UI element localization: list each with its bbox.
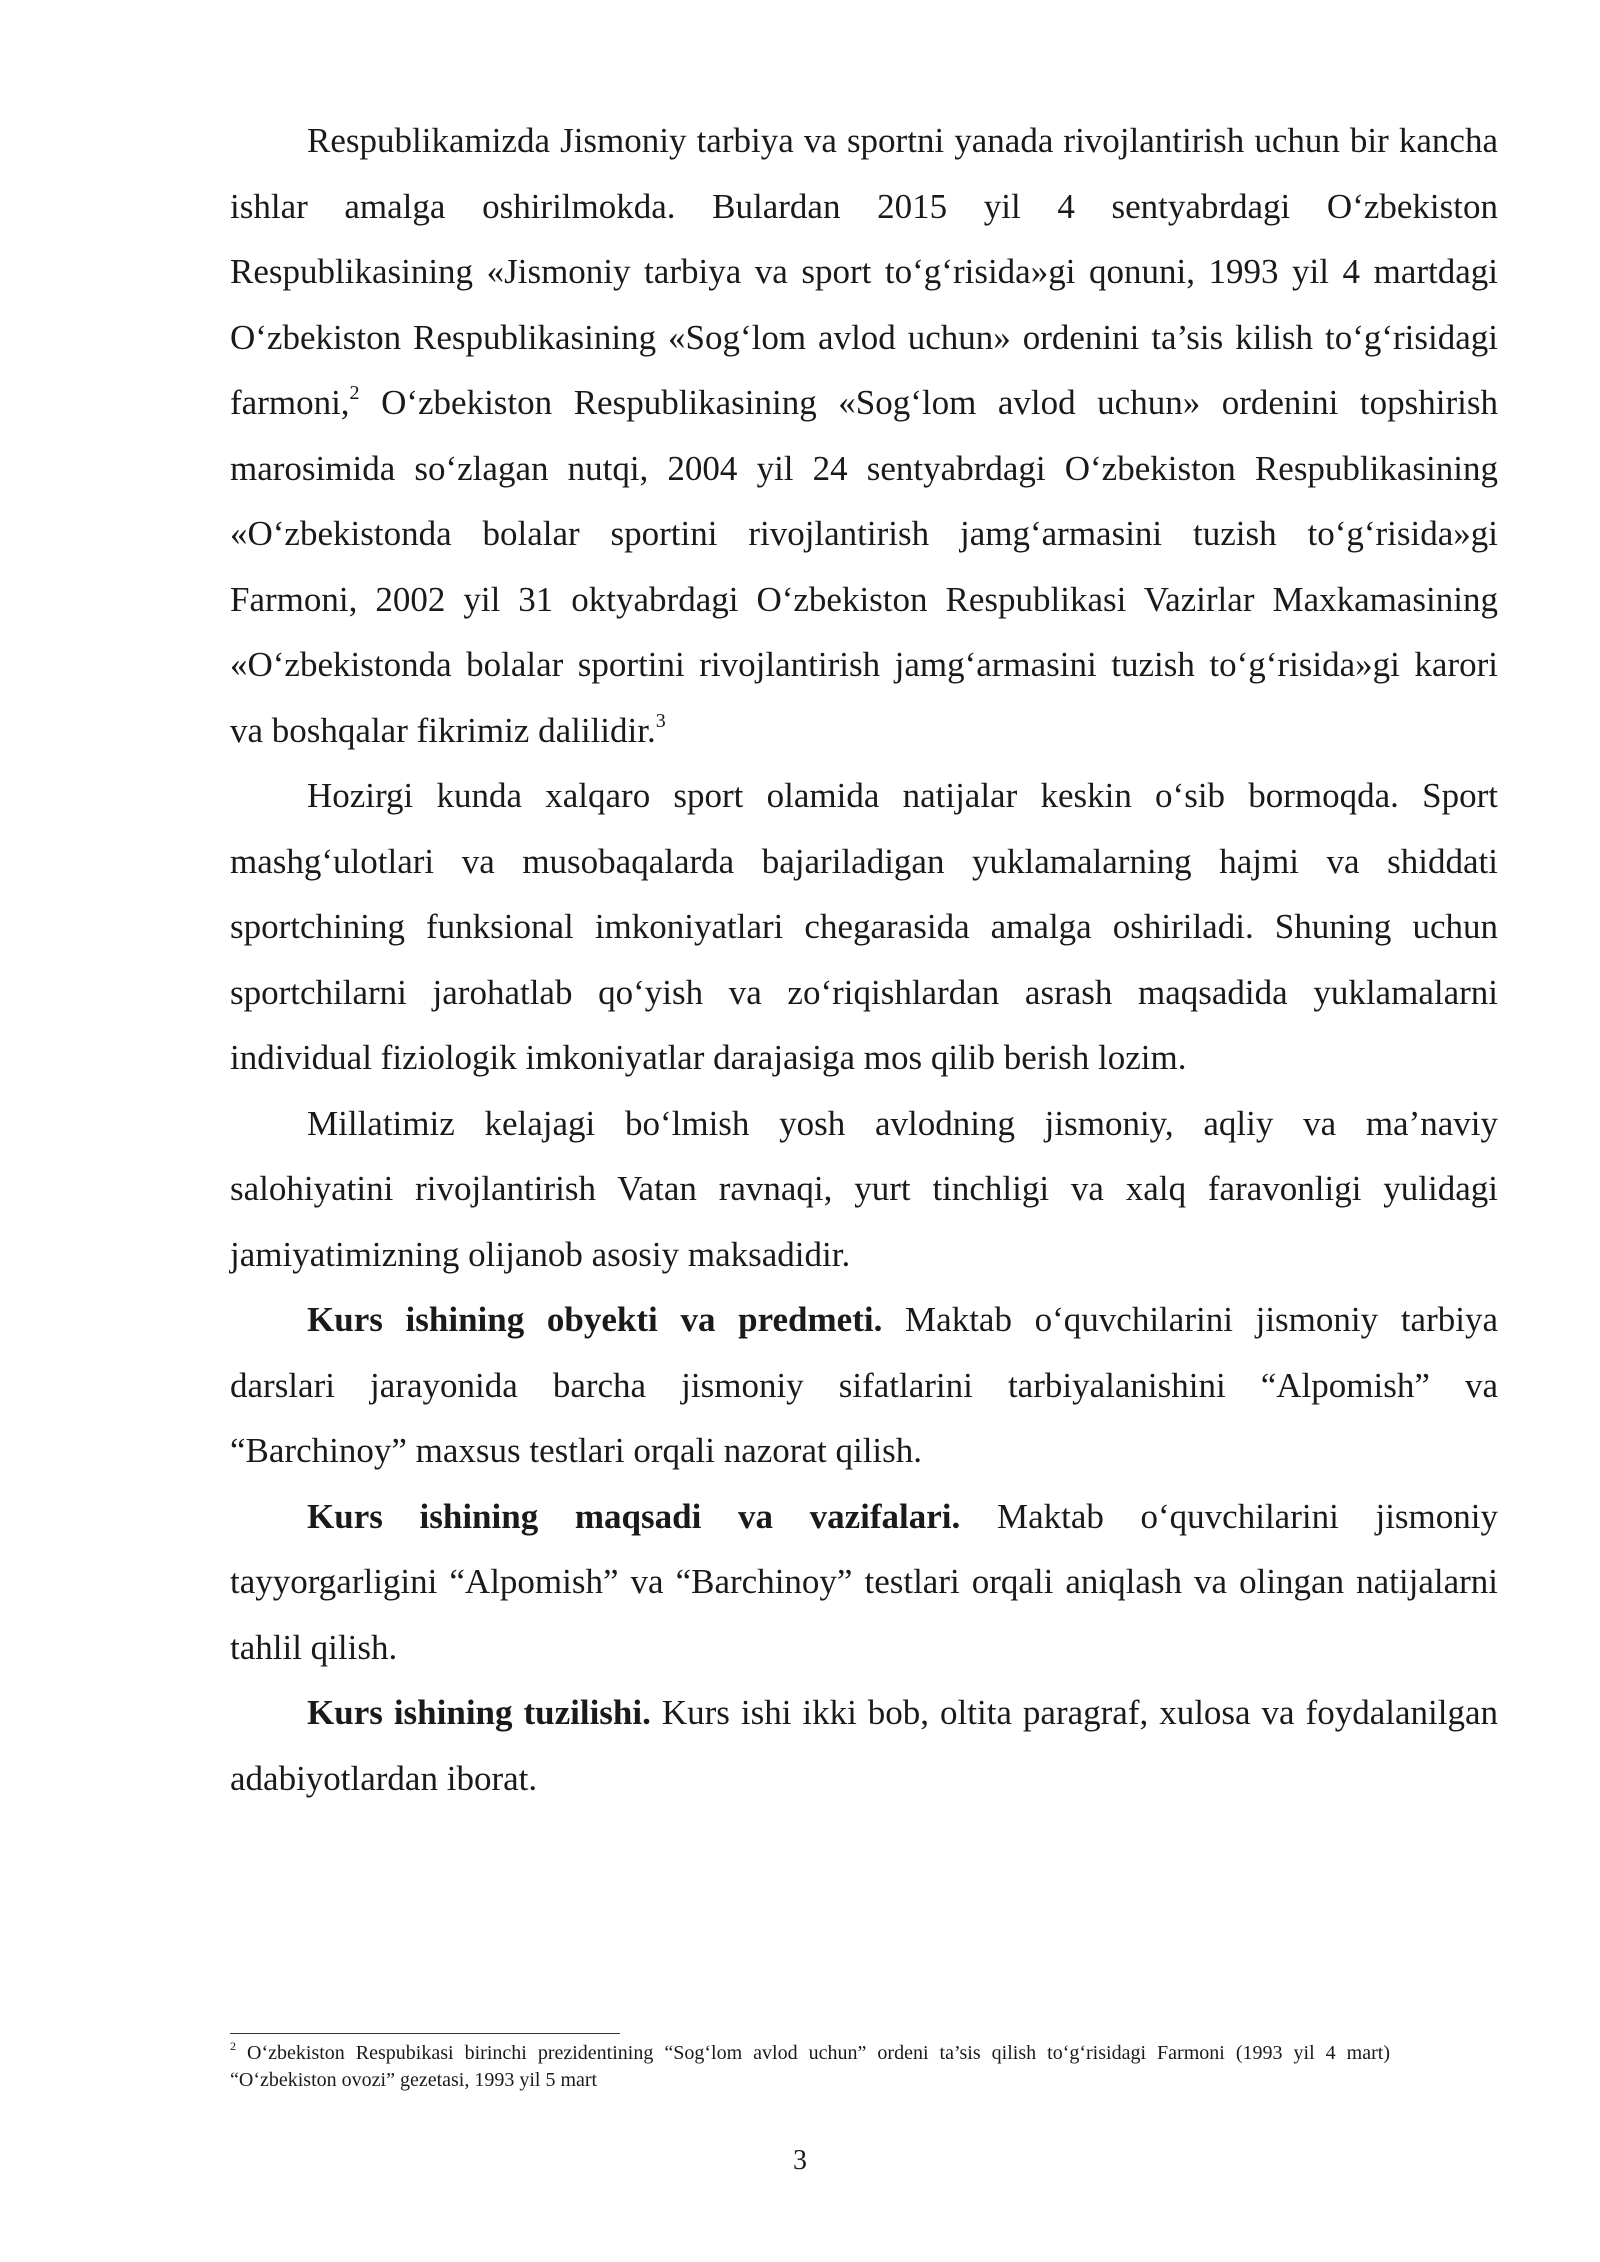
footnote-reference-3: 3 xyxy=(655,709,666,732)
footnote xyxy=(230,2040,1390,2094)
section-heading-goals: Kurs ishining maqsadi va vazifalari. xyxy=(307,1496,961,1536)
footnote-separator xyxy=(230,2033,620,2034)
paragraph-text: Maktab o‘quvchilarini jismoniy tarbiya darslari jarayonida barcha jismoniy sifatlarini tarbiyalanishini “Alpomish” va “Barchinoy” maxsus testlari orqali nazorat qilish. xyxy=(230,1300,1498,1470)
section-heading-object: Kurs ishining obyekti va predmeti. xyxy=(307,1300,883,1339)
paragraph-text: O‘zbekiston Respublikasining «Sog‘lom avlod uchun» ordenini topshirish marosimida so‘zlagan nutqi, 2004 yil 24 sentyabrdagi O‘zbekiston Respublikasining «O‘zbekistonda bolalar sportini rivojlantirish jamg‘armasini tuzish to‘g‘risida»gi Farmoni, 2002 yil 31 oktyabrdagi O‘zbekiston Respublikasi Vazirlar Maxkamasining «O‘zbekistonda bolalar sportini rivojlantirish jamg‘armasini tuzish to‘g‘risida»gi karori va boshqalar fikrimiz dalilidir. xyxy=(230,383,1498,750)
paragraph-structure xyxy=(230,1680,1498,1811)
footnote-reference-2: 2 xyxy=(349,382,360,405)
paragraph-text: Respublikamizda Jismoniy tarbiya va sportni yanada rivojlantirish uchun bir kancha ishlar amalga oshirilmokda. Bulardan 2015 yil 4 sentyabrdagi O‘zbekiston Respublikasining «Jismoniy tarbiya va sport to‘g‘risida»gi qonuni, 1993 yil 4 martdagi O‘zbekiston Respublikasining «Sog‘lom avlod uchun» ordenini ta’sis kilish to‘g‘risidagi farmoni, xyxy=(230,121,1498,422)
paragraph-youth-potential: Millatimiz kelajagi bo‘lmish yosh avlodning jismoniy, aqliy va ma’naviy salohiyatini rivojlantirish Vatan ravnaqi, yurt tinchligi va xalq faravonligi yulidagi jamiyatimizning olijanob asosiy maksadidir. xyxy=(230,1103,1498,1274)
section-heading-structure: Kurs ishining tuzilishi. xyxy=(307,1693,651,1732)
paragraph-text: Kurs ishi ikki bob, oltita paragraf, xulosa va foydalanilgan adabiyotlardan iborat. xyxy=(230,1693,1498,1798)
main-text xyxy=(230,108,1498,1811)
footnote-marker: 2 xyxy=(230,2039,236,2054)
paragraph-text: Maktab o‘quvchilarini jismoniy tayyorgarligini “Alpomish” va “Barchinoy” testlari orqali aniqlash va olingan natijalarni tahlil qilish. xyxy=(230,1496,1498,1667)
paragraph-goals-tasks xyxy=(230,1484,1498,1681)
paragraph-legislation xyxy=(230,108,1498,763)
paragraph-object-subject xyxy=(230,1287,1498,1484)
footnote-text: O‘zbekiston Respubikasi birinchi prezidentining “Sog‘lom avlod uchun” ordeni ta’sis qilish to‘g‘risidagi Farmoni (1993 yil 4 mart) “O‘zbekiston ovozi” gezetasi, 1993 yil 5 mart xyxy=(230,2042,1390,2091)
page-number: 3 xyxy=(793,2145,807,2176)
paragraph-sport-loads: Hozirgi kunda xalqaro sport olamida natijalar keskin o‘sib bormoqda. Sport mashg‘ulotlari va musobaqalarda bajariladigan yuklamalarning hajmi va shiddati sportchining funksional imkoniyatlari chegarasida amalga oshiriladi. Shuning uchun sportchilarni jarohatlab qo‘yish va zo‘riqishlardan asrash maqsadida yuklamalarni individual fiziologik imkoniyatlar darajasiga mos qilib berish lozim. xyxy=(230,776,1498,1077)
